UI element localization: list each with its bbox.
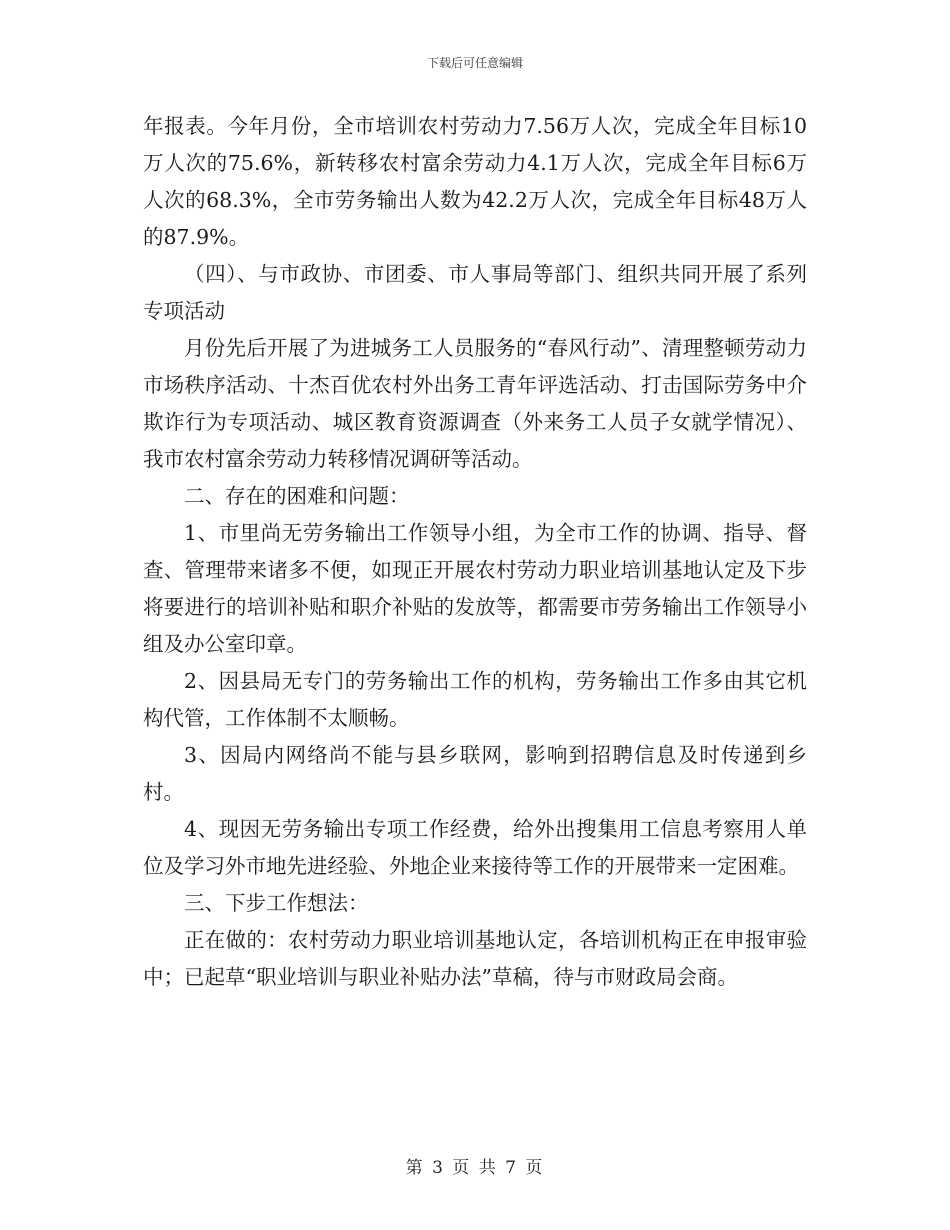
- problem-item-2: 2、因县局无专门的劳务输出工作的机构，劳务输出工作多由其它机构代管，工作体制不太顺畅。: [143, 669, 807, 730]
- page-number-footer: 第 3 页 共 7 页: [405, 1158, 545, 1178]
- problem-item-1: 1、市里尚无劳务输出工作领导小组，为全市工作的协调、指导、督查、管理带来诸多不便，如现正开展农村劳动力职业培训基地认定及下步将要进行的培训补贴和职介补贴的发放等，都需要市劳务输出工作领导小组及办公室印章。: [143, 521, 807, 656]
- section-heading-next-steps: 三、下步工作想法：: [184, 891, 369, 915]
- section-heading-four: （四）、与市政协、市团委、市人事局等部门、组织共同开展了系列专项活动: [143, 262, 807, 323]
- document-body: [143, 108, 807, 996]
- paragraph-activities: 月份先后开展了为进城务工人员服务的“春风行动”、清理整顿劳动力市场秩序活动、十杰百优农村外出务工青年评选活动、打击国际劳务中介欺诈行为专项活动、城区教育资源调查（外来务工人员子女就学情况）、我市农村富余劳动力转移情况调研等活动。: [143, 336, 807, 471]
- paragraph-statistics: 年报表。今年月份，全市培训农村劳动力7.56万人次，完成全年目标10万人次的75.6%，新转移农村富余劳动力4.1万人次，完成全年目标6万人次的68.3%，全市劳务输出人数为42.2万人次，完成全年目标48万人的87.9%。: [143, 114, 807, 249]
- problem-item-3: 3、因局内网络尚不能与县乡联网，影响到招聘信息及时传递到乡村。: [143, 743, 807, 804]
- paragraph-in-progress: 正在做的：农村劳动力职业培训基地认定，各培训机构正在申报审验中；已起草“职业培训与职业补贴办法”草稿，待与市财政局会商。: [143, 928, 807, 989]
- problem-item-4: 4、现因无劳务输出专项工作经费，给外出搜集用工信息考察用人单位及学习外市地先进经验、外地企业来接待等工作的开展带来一定困难。: [143, 817, 807, 878]
- page-header-note: 下载后可任意编辑: [426, 56, 523, 70]
- section-heading-problems: 二、存在的困难和问题：: [184, 484, 410, 508]
